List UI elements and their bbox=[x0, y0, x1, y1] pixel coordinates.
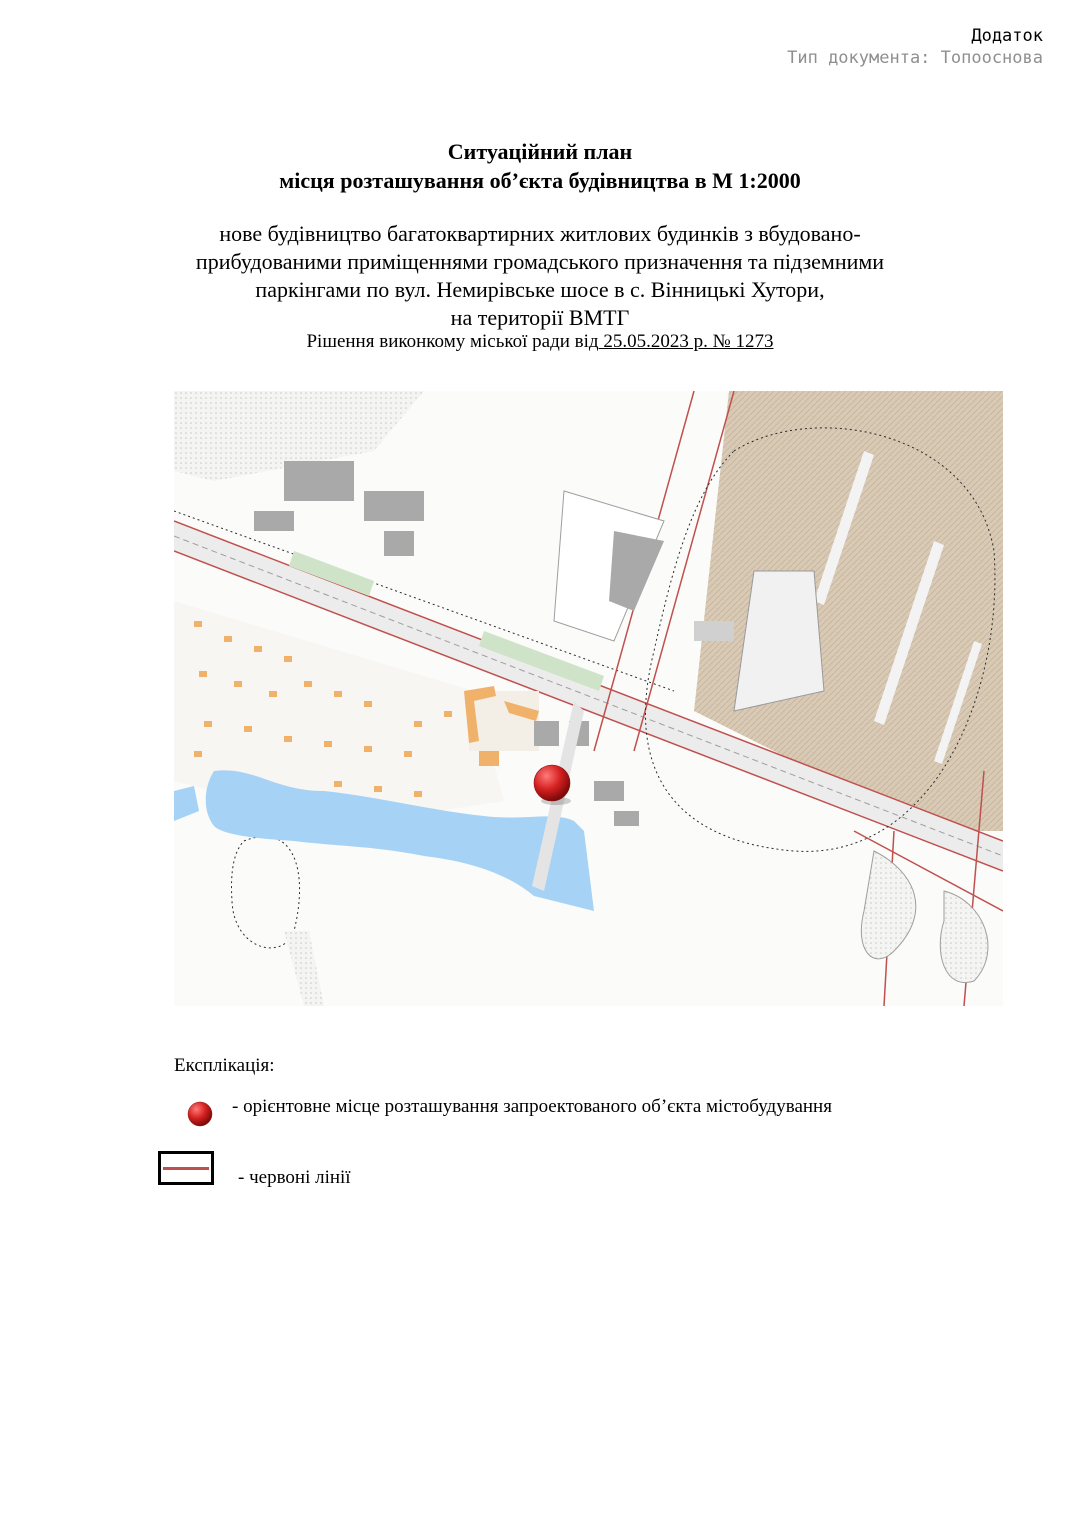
situation-map bbox=[174, 391, 1003, 1006]
red-line-swatch bbox=[163, 1167, 209, 1170]
apartment-block-3 bbox=[479, 751, 499, 766]
building-nw-4 bbox=[384, 531, 414, 556]
explication-heading: Експлікація: bbox=[174, 1055, 275, 1076]
apartment-plot bbox=[469, 691, 539, 751]
description-line-2: прибудованими приміщеннями громадського призначення та підземними bbox=[195, 249, 885, 274]
map-drawing bbox=[174, 391, 1003, 1006]
legend-label-object-location: - орієнтовне місце розташування запроектованого об’єкта містобудування bbox=[232, 1096, 832, 1117]
building-east-1 bbox=[594, 781, 624, 801]
building-east-3 bbox=[694, 621, 734, 641]
building-nw-1 bbox=[284, 461, 354, 501]
building-central-1 bbox=[534, 721, 559, 746]
red-dot-icon bbox=[186, 1100, 214, 1128]
building-nw-2 bbox=[364, 491, 424, 521]
attachment-label: Додаток bbox=[971, 26, 1043, 46]
building-nw-3 bbox=[254, 511, 294, 531]
title-line-1: Ситуаційний план bbox=[447, 139, 633, 164]
description-line-1: нове будівництво багатоквартирних житлових будинків з вбудовано- bbox=[219, 221, 861, 246]
red-line-box-icon bbox=[158, 1151, 214, 1185]
page-title bbox=[0, 137, 1080, 195]
decision-reference bbox=[0, 330, 1080, 354]
document-type-label: Тип документа: Топооснова bbox=[787, 48, 1043, 68]
project-description bbox=[0, 220, 1080, 332]
decision-number: 25.05.2023 р. № 1273 bbox=[598, 331, 774, 352]
description-line-3: паркінгами по вул. Немирівське шосе в с. Вінницькі Хутори, bbox=[255, 277, 825, 302]
map-marker-red-dot-icon bbox=[534, 765, 570, 801]
building-east-2 bbox=[614, 811, 639, 826]
decision-prefix: Рішення виконкому міської ради від bbox=[306, 331, 599, 352]
legend-label-red-lines: - червоні лінії bbox=[238, 1167, 351, 1188]
description-line-4: на території ВМТГ bbox=[450, 305, 630, 330]
title-line-2: місця розташування об’єкта будівництва в М 1:2000 bbox=[279, 168, 801, 193]
